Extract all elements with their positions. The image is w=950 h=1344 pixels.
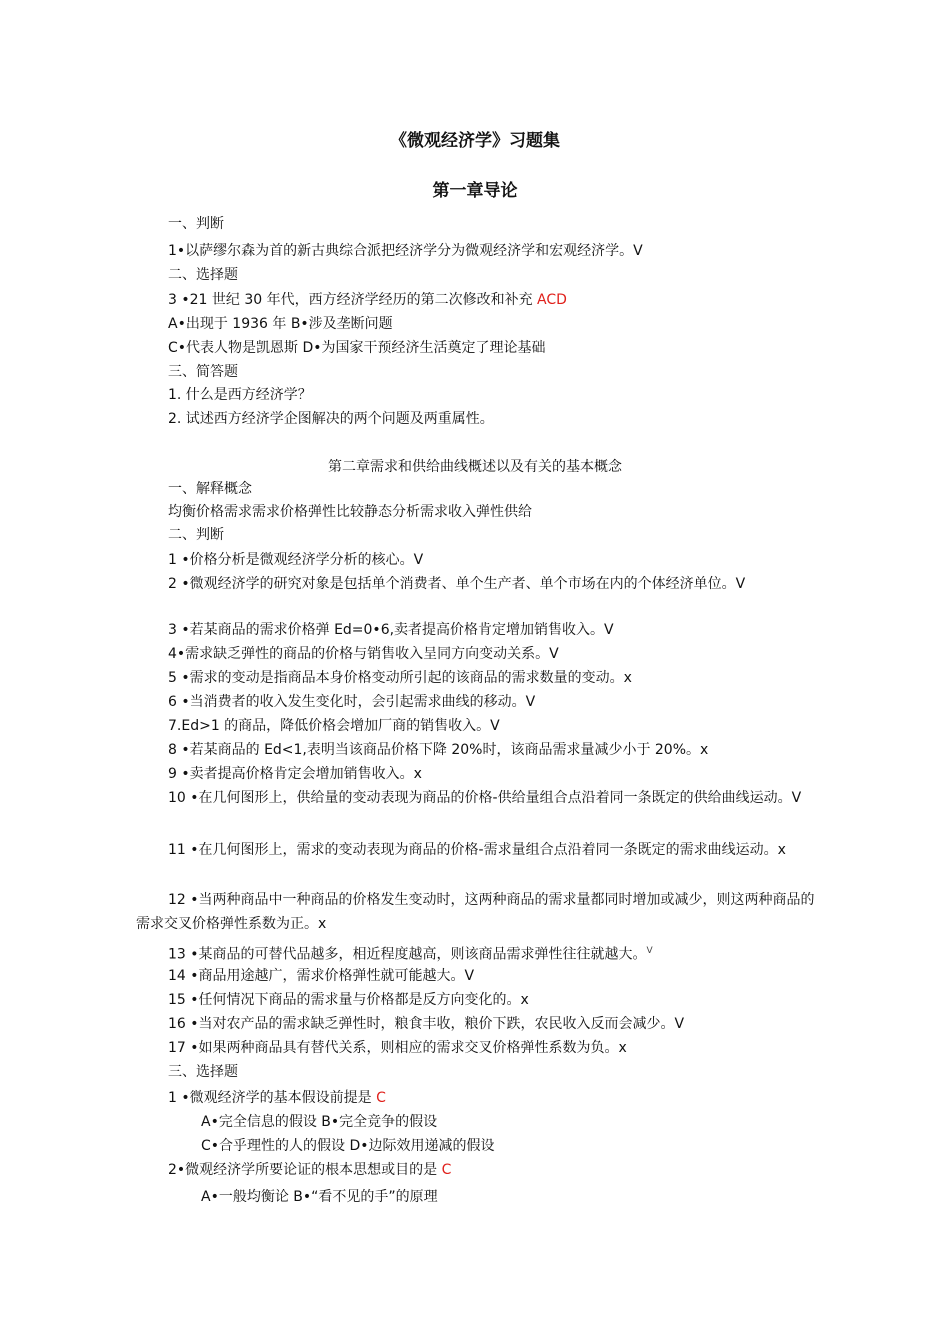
question-line: 5 •需求的变动是指商品本身价格变动所引起的该商品的需求数量的变动。x <box>168 670 632 686</box>
question-line: 1•以萨缪尔森为首的新古典综合派把经济学分为微观经济学和宏观经济学。V <box>168 243 643 259</box>
option-line: C•合乎理性的人的假设 D•边际效用递减的假设 <box>201 1138 495 1154</box>
section-judgment: 一、判断 <box>168 216 224 232</box>
question-line: 1 •价格分析是微观经济学分析的核心。V <box>168 552 424 568</box>
question-line: 17 •如果两种商品具有替代关系，则相应的需求交叉价格弹性系数为负。x <box>168 1040 627 1056</box>
answer-key: C <box>376 1090 386 1106</box>
question-line: 11 •在几何图形上，需求的变动表现为商品的价格-需求量组合点沿着同一条既定的需求曲线运动。x <box>168 842 786 858</box>
section-judgment: 二、判断 <box>168 527 224 543</box>
document-title: 《微观经济学》习题集 <box>390 131 560 151</box>
chapter-1-title: 第一章导论 <box>432 181 518 201</box>
question-line: 4•需求缺乏弹性的商品的价格与销售收入呈同方向变动关系。V <box>168 646 559 662</box>
question-line <box>168 1160 451 1180</box>
question-text: 1 •微观经济学的基本假设前提是 <box>168 1090 377 1106</box>
question-text: 2•微观经济学所要论证的根本思想或目的是 <box>168 1162 442 1178</box>
question-line: 14 •商品用途越广，需求价格弹性就可能越大。V <box>168 968 475 984</box>
question-line: 16 •当对农产品的需求缺乏弹性时，粮食丰收，粮价下跌，农民收入反而会减少。V <box>168 1016 685 1032</box>
option-line: C•代表人物是凯恩斯 D•为国家干预经济生活奠定了理论基础 <box>168 340 546 356</box>
question-line: 10 •在几何图形上，供给量的变动表现为商品的价格-供给量组合点沿着同一条既定的供给曲线运动。V <box>168 790 802 806</box>
question-line: 3 •若某商品的需求价格弹 Ed=0•6,卖者提高价格肯定增加销售收入。V <box>168 622 614 638</box>
question-text: 13 •某商品的可替代品越多，相近程度越高，则该商品需求弹性往往就越大。 <box>168 946 647 963</box>
section-concepts: 一、解释概念 <box>168 481 252 497</box>
answer-key: ACD <box>537 292 567 308</box>
question-line: 9 •卖者提高价格肯定会增加销售收入。x <box>168 766 422 782</box>
answer-key: C <box>441 1162 452 1178</box>
section-choice: 二、选择题 <box>168 267 238 283</box>
concepts-line: 均衡价格需求需求价格弹性比较静态分析需求收入弹性供给 <box>168 504 532 520</box>
question-line: 2. 试述西方经济学企图解决的两个问题及两重属性。 <box>168 411 494 427</box>
section-short-answer: 三、简答题 <box>168 364 238 380</box>
question-line: 6 •当消费者的收入发生变化时，会引起需求曲线的移动。V <box>168 694 536 710</box>
question-line: 7.Ed>1 的商品，降低价格会增加厂商的销售收入。V <box>168 718 500 734</box>
option-line: A•出现于 1936 年 B•涉及垄断问题 <box>168 316 393 332</box>
question-line: 1. 什么是西方经济学？ <box>168 387 312 403</box>
option-line: A•一般均衡论 B•“看不见的手”的原理 <box>201 1189 438 1205</box>
question-line <box>168 290 567 310</box>
question-line: 15 •任何情况下商品的需求量与价格都是反方向变化的。x <box>168 992 529 1008</box>
question-line: 12 •当两种商品中一种商品的价格发生变动时，这两种商品的需求量都同时增加或减少，则这两种商品的需求交叉价格弹性系数为正。x <box>136 892 815 932</box>
chapter-2-title: 第二章需求和供给曲线概述以及有关的基本概念 <box>328 459 622 475</box>
answer-mark: V <box>646 946 653 956</box>
question-text: 3 •21 世纪 30 年代，西方经济学经历的第二次修改和补充 <box>168 292 538 308</box>
question-line <box>168 1088 386 1108</box>
question-line <box>168 941 653 965</box>
option-line: A•完全信息的假设 B•完全竞争的假设 <box>201 1114 438 1130</box>
question-line: 8 •若某商品的 Ed<1,表明当该商品价格下降 20%时，该商品需求量减少小于 20%。x <box>168 742 709 758</box>
question-line: 2 •微观经济学的研究对象是包括单个消费者、单个生产者、单个市场在内的个体经济单位。V <box>168 576 746 592</box>
section-choice: 三、选择题 <box>168 1064 238 1080</box>
